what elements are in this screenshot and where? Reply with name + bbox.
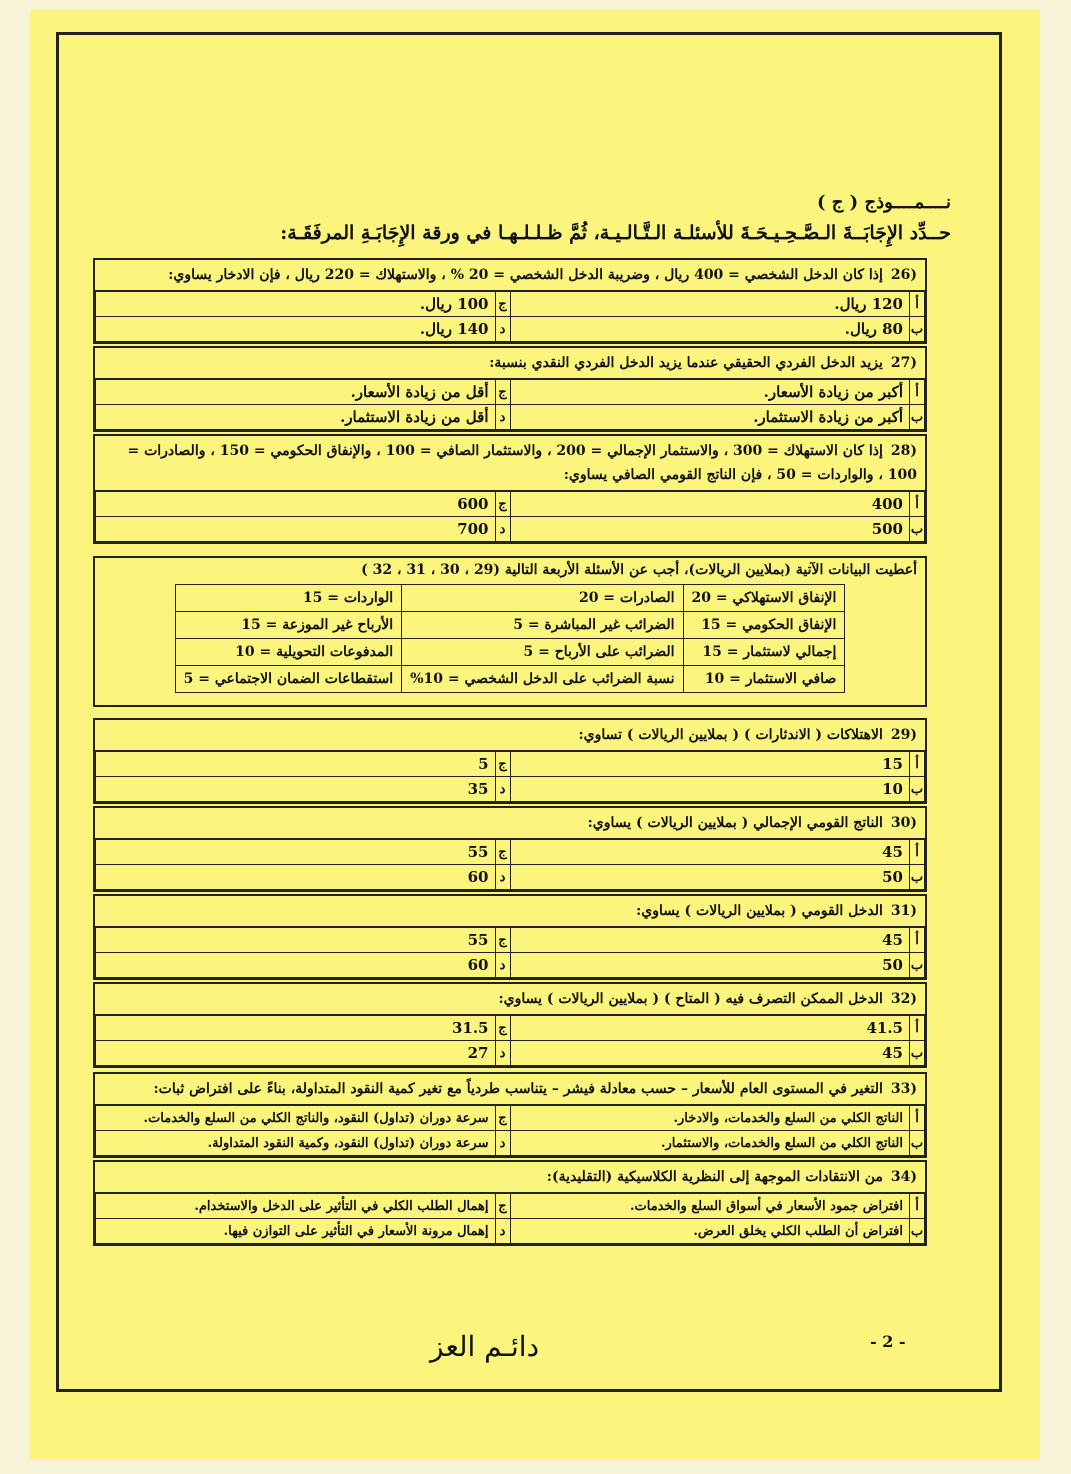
question-number: (26 bbox=[890, 267, 917, 283]
question-stem bbox=[95, 348, 925, 379]
question-text: التغير في المستوى العام للأسعار – حسب معادلة فيشر – يتناسب طردياً مع تغير كمية النقود المتداولة، بناءً على افتراض ثبات: bbox=[153, 1081, 883, 1097]
option-d[interactable]: إهمال مرونة الأسعار في التأثير على التوازن فيها. bbox=[96, 1219, 496, 1244]
option-letter: أ bbox=[910, 1106, 925, 1131]
option-letter: ج bbox=[495, 1106, 510, 1131]
option-b[interactable]: 50 bbox=[510, 953, 910, 978]
question-28 bbox=[93, 434, 927, 544]
option-letter: ب bbox=[910, 865, 925, 890]
question-34 bbox=[93, 1160, 927, 1246]
question-number: (27 bbox=[890, 355, 917, 371]
option-letter: ج bbox=[495, 380, 510, 405]
option-b[interactable]: افتراض أن الطلب الكلي يخلق العرض. bbox=[510, 1219, 910, 1244]
option-d[interactable]: أقل من زيادة الاستثمار. bbox=[96, 405, 496, 430]
question-text: من الانتقادات الموجهة إلى النظرية الكلاسيكية (التقليدية): bbox=[546, 1169, 883, 1185]
question-stem bbox=[95, 1074, 925, 1105]
data-intro: أعطيت البيانات الآتية (بملايين الريالات)، أجب عن الأسئلة الأربعة التالية (29 ، 30 ، 31 ، 32 ) bbox=[361, 562, 917, 578]
option-letter: ج bbox=[495, 752, 510, 777]
question-30 bbox=[93, 806, 927, 892]
question-text: الاهتلاكات ( الاندثارات ) ( بملايين الريالات ) تساوي: bbox=[578, 727, 883, 743]
option-a[interactable]: 41.5 bbox=[510, 1016, 910, 1041]
option-d[interactable]: 140 ريال. bbox=[96, 317, 496, 342]
data-cell: نسبة الضرائب على الدخل الشخصي = 10% bbox=[402, 666, 683, 693]
option-letter: ب bbox=[910, 405, 925, 430]
question-26 bbox=[93, 258, 927, 344]
option-letter: أ bbox=[910, 1016, 925, 1041]
option-b[interactable]: 10 bbox=[510, 777, 910, 802]
question-27 bbox=[93, 346, 927, 432]
option-c[interactable]: سرعة دوران (تداول) النقود، والناتج الكلي من السلع والخدمات. bbox=[96, 1106, 496, 1131]
options-table bbox=[95, 379, 925, 430]
option-c[interactable]: 31.5 bbox=[96, 1016, 496, 1041]
option-letter: أ bbox=[910, 752, 925, 777]
option-d[interactable]: 35 bbox=[96, 777, 496, 802]
data-cell: استقطاعات الضمان الاجتماعي = 5 bbox=[175, 666, 402, 693]
option-d[interactable]: 700 bbox=[96, 517, 496, 542]
question-stem bbox=[95, 1162, 925, 1193]
data-cell: إجمالي لاستثمار = 15 bbox=[683, 639, 845, 666]
option-c[interactable]: 100 ريال. bbox=[96, 292, 496, 317]
exam-instruction: حــدِّد الإِجَابَــةَ الـصَّـحِـيـحَـةَ للأسئلـة الـتَّـالـيـة، ثُمَّ ظـلـلـهـا في ورقة الإِجَابَـةِ المرفَقَـة: bbox=[280, 222, 951, 244]
option-letter: ج bbox=[495, 1194, 510, 1219]
options-table bbox=[95, 839, 925, 890]
option-a[interactable]: 45 bbox=[510, 928, 910, 953]
data-cell: صافي الاستثمار = 10 bbox=[683, 666, 845, 693]
option-letter: د bbox=[495, 317, 510, 342]
option-letter: ب bbox=[910, 317, 925, 342]
option-letter: د bbox=[495, 953, 510, 978]
option-letter: د bbox=[495, 865, 510, 890]
option-letter: ج bbox=[495, 840, 510, 865]
option-a[interactable]: 400 bbox=[510, 492, 910, 517]
option-a[interactable]: الناتج الكلي من السلع والخدمات، والادخار. bbox=[510, 1106, 910, 1131]
question-stem bbox=[95, 896, 925, 927]
question-number: (28 bbox=[890, 443, 917, 459]
question-text: الناتج القومي الإجمالي ( بملايين الريالات ) يساوي: bbox=[587, 815, 883, 831]
data-cell: الضرائب غير المباشرة = 5 bbox=[402, 612, 683, 639]
option-d[interactable]: 60 bbox=[96, 865, 496, 890]
option-a[interactable]: افتراض جمود الأسعار في أسواق السلع والخدمات. bbox=[510, 1194, 910, 1219]
option-b[interactable]: أكبر من زيادة الاستثمار. bbox=[510, 405, 910, 430]
option-letter: د bbox=[495, 1131, 510, 1156]
option-letter: أ bbox=[910, 1194, 925, 1219]
question-text: الدخل القومي ( بملايين الريالات ) يساوي: bbox=[636, 903, 883, 919]
question-29 bbox=[93, 718, 927, 804]
option-letter: د bbox=[495, 1219, 510, 1244]
option-a[interactable]: 15 bbox=[510, 752, 910, 777]
question-stem bbox=[95, 808, 925, 839]
handwritten-signature: دائـم العز bbox=[430, 1330, 540, 1363]
question-number: (34 bbox=[890, 1169, 917, 1185]
option-letter: ب bbox=[910, 1041, 925, 1066]
question-31 bbox=[93, 894, 927, 980]
option-c[interactable]: 600 bbox=[96, 492, 496, 517]
option-letter: د bbox=[495, 517, 510, 542]
data-block bbox=[93, 556, 927, 707]
option-b[interactable]: 50 bbox=[510, 865, 910, 890]
option-letter: ب bbox=[910, 777, 925, 802]
option-letter: أ bbox=[910, 292, 925, 317]
option-letter: د bbox=[495, 777, 510, 802]
data-cell: المدفوعات التحويلية = 10 bbox=[175, 639, 402, 666]
question-number: (32 bbox=[890, 991, 917, 1007]
option-d[interactable]: 60 bbox=[96, 953, 496, 978]
option-letter: أ bbox=[910, 492, 925, 517]
option-letter: ب bbox=[910, 953, 925, 978]
option-letter: أ bbox=[910, 380, 925, 405]
question-text: الدخل الممكن التصرف فيه ( المتاح ) ( بملايين الريالات ) يساوي: bbox=[498, 991, 883, 1007]
question-number: (29 bbox=[890, 727, 917, 743]
option-c[interactable]: 55 bbox=[96, 840, 496, 865]
exam-model-label: نــــمــــوذج ( ج ) bbox=[817, 192, 951, 213]
options-table bbox=[95, 491, 925, 542]
option-letter: أ bbox=[910, 928, 925, 953]
option-b[interactable]: 45 bbox=[510, 1041, 910, 1066]
option-c[interactable]: أقل من زيادة الأسعار. bbox=[96, 380, 496, 405]
option-c[interactable]: 55 bbox=[96, 928, 496, 953]
option-letter: ب bbox=[910, 1219, 925, 1244]
page-number: - 2 - bbox=[870, 1332, 906, 1351]
data-cell: الإنفاق الحكومي = 15 bbox=[683, 612, 845, 639]
question-stem bbox=[95, 260, 925, 291]
question-number: (33 bbox=[890, 1081, 917, 1097]
question-stem bbox=[95, 436, 925, 491]
options-table bbox=[95, 927, 925, 978]
data-table bbox=[175, 584, 846, 693]
question-stem bbox=[95, 984, 925, 1015]
options-table bbox=[95, 291, 925, 342]
question-number: (31 bbox=[890, 903, 917, 919]
option-letter: ج bbox=[495, 492, 510, 517]
option-a[interactable]: 120 ريال. bbox=[510, 292, 910, 317]
option-letter: د bbox=[495, 405, 510, 430]
option-letter: أ bbox=[910, 840, 925, 865]
option-c[interactable]: إهمال الطلب الكلي في التأثير على الدخل والاستخدام. bbox=[96, 1194, 496, 1219]
data-cell: الأرباح غير الموزعة = 15 bbox=[175, 612, 402, 639]
question-text: يزيد الدخل الفردي الحقيقي عندما يزيد الدخل الفردي النقدي بنسبة: bbox=[489, 355, 883, 371]
option-a[interactable]: أكبر من زيادة الأسعار. bbox=[510, 380, 910, 405]
option-c[interactable]: 5 bbox=[96, 752, 496, 777]
option-letter: ج bbox=[495, 292, 510, 317]
options-table bbox=[95, 1015, 925, 1066]
data-cell: الإنفاق الاستهلاكي = 20 bbox=[683, 585, 845, 612]
option-letter: ج bbox=[495, 928, 510, 953]
option-letter: د bbox=[495, 1041, 510, 1066]
question-33 bbox=[93, 1072, 927, 1158]
option-b[interactable]: 500 bbox=[510, 517, 910, 542]
question-text: إذا كان الاستهلاك = 300 ، والاستثمار الإجمالي = 200 ، والاستثمار الصافي = 100 ، والإنفاق الحكومي = 150 ، والصادرات = 100 ، والواردات = 50 ، فإن الناتج القومي الصافي يساوي: bbox=[127, 443, 917, 483]
option-letter: ب bbox=[910, 517, 925, 542]
option-a[interactable]: 45 bbox=[510, 840, 910, 865]
data-cell: الصادرات = 20 bbox=[402, 585, 683, 612]
option-d[interactable]: سرعة دوران (تداول) النقود، وكمية النقود المتداولة. bbox=[96, 1131, 496, 1156]
options-table bbox=[95, 751, 925, 802]
question-32 bbox=[93, 982, 927, 1068]
option-b[interactable]: الناتج الكلي من السلع والخدمات، والاستثمار. bbox=[510, 1131, 910, 1156]
data-cell: الواردات = 15 bbox=[175, 585, 402, 612]
question-stem bbox=[95, 720, 925, 751]
option-letter: ج bbox=[495, 1016, 510, 1041]
options-table bbox=[95, 1193, 925, 1244]
question-number: (30 bbox=[890, 815, 917, 831]
question-text: إذا كان الدخل الشخصي = 400 ريال ، وضريبة الدخل الشخصي = 20 % ، والاستهلاك = 220 ريال ، فإن الادخار يساوي: bbox=[168, 267, 883, 283]
option-letter: ب bbox=[910, 1131, 925, 1156]
option-d[interactable]: 27 bbox=[96, 1041, 496, 1066]
options-table bbox=[95, 1105, 925, 1156]
data-cell: الضرائب على الأرباح = 5 bbox=[402, 639, 683, 666]
option-b[interactable]: 80 ريال. bbox=[510, 317, 910, 342]
